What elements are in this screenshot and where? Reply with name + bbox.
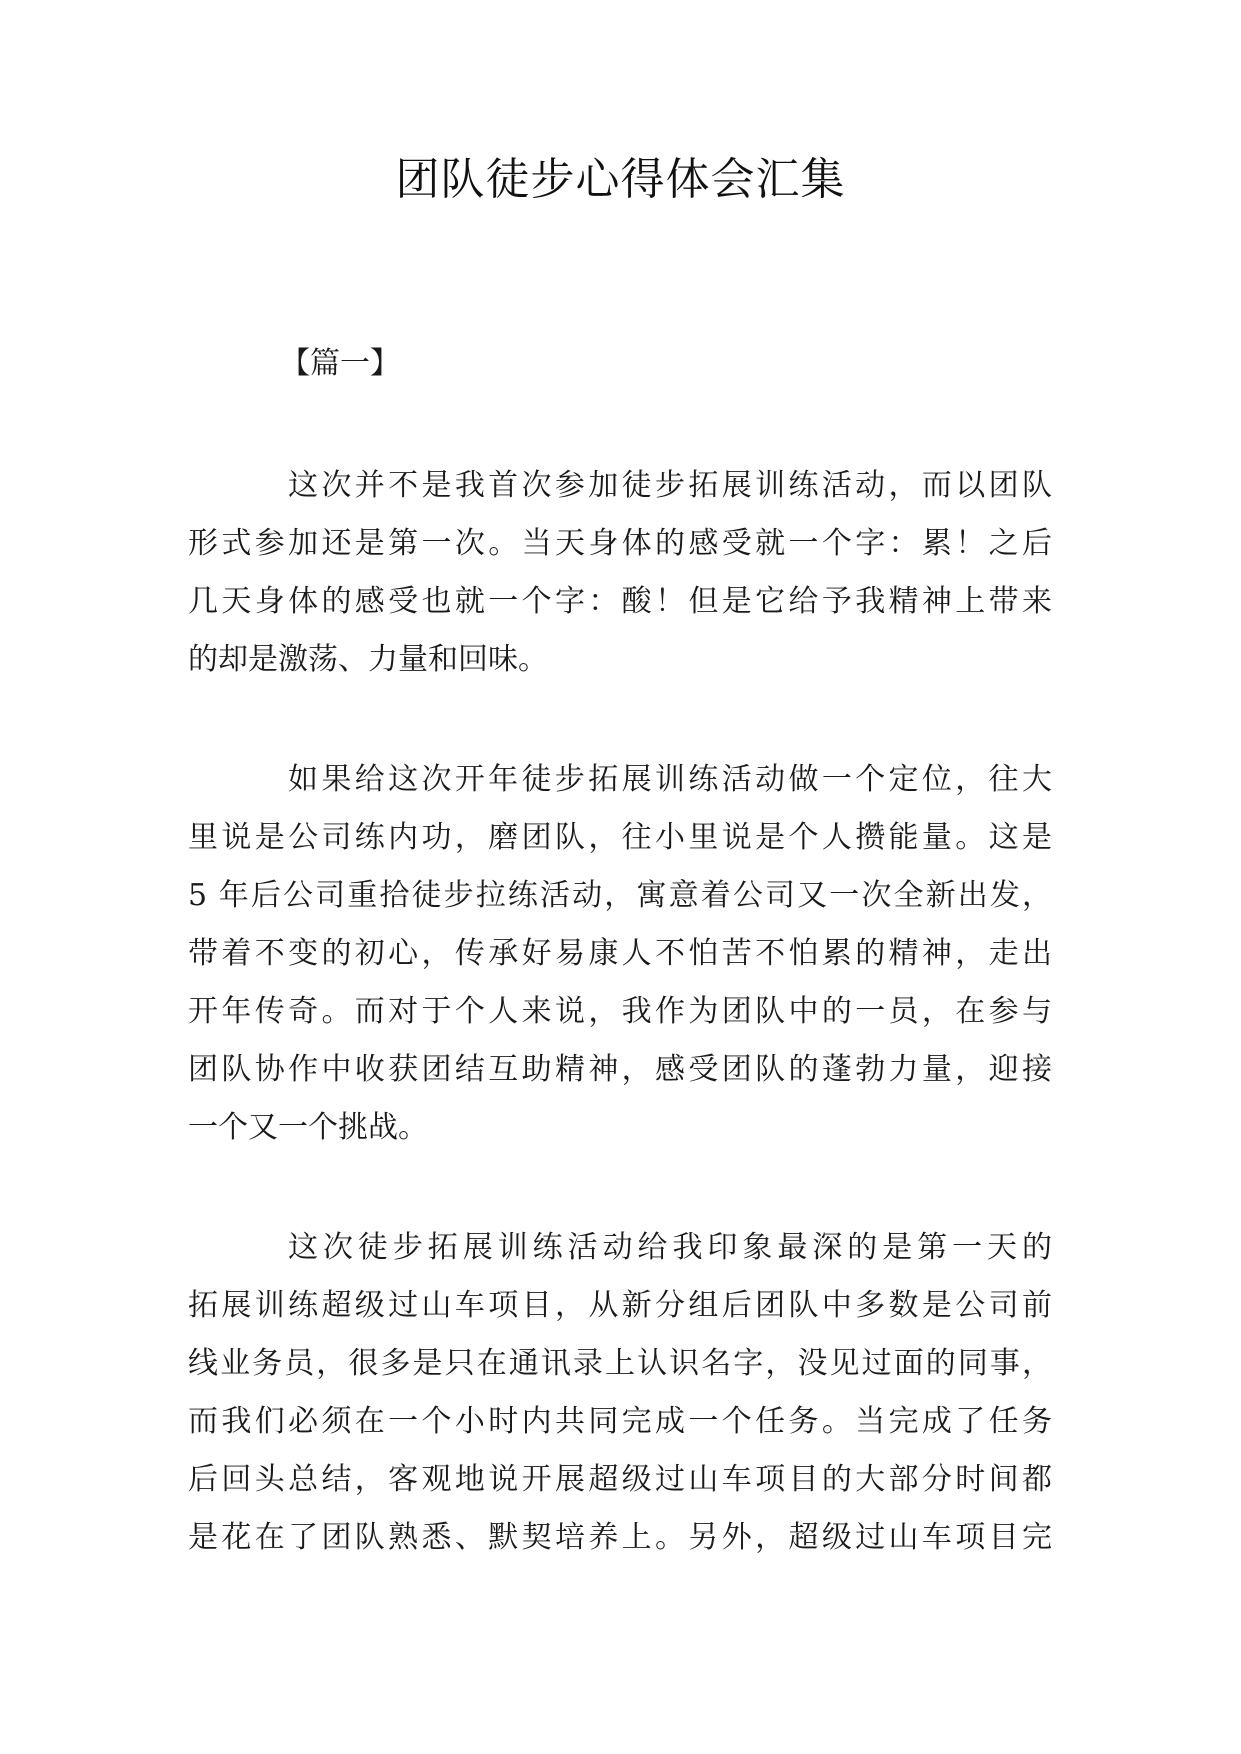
- paragraph-1: [188, 457, 1052, 689]
- paragraph-line: 线业务员，很多是只在通讯录上认识名字，没见过面的同事，: [188, 1346, 1052, 1381]
- paragraph-3: [188, 1219, 1052, 1567]
- paragraph-line: 几天身体的感受也就一个字：酸！但是它给予我精神上带来: [188, 584, 1052, 619]
- paragraph-line: 带着不变的初心，传承好易康人不怕苦不怕累的精神，走出: [188, 936, 1052, 971]
- paragraph-line: 一个又一个挑战。: [188, 1110, 428, 1145]
- paragraph-2: [188, 751, 1052, 1157]
- paragraph-line: 开年传奇。而对于个人来说，我作为团队中的一员，在参与: [188, 994, 1052, 1029]
- paragraph-line: 里说是公司练内功，磨团队，往小里说是个人攒能量。这是: [188, 820, 1052, 855]
- paragraph-line: 5 年后公司重拾徒步拉练活动，寓意着公司又一次全新出发，: [188, 878, 1052, 913]
- paragraph-line: 后回头总结，客观地说开展超级过山车项目的大部分时间都: [188, 1462, 1052, 1497]
- paragraph-line: 如果给这次开年徒步拓展训练活动做一个定位，往大: [288, 762, 1052, 797]
- section-heading: 【篇一】: [280, 346, 400, 381]
- paragraph-line: 形式参加还是第一次。当天身体的感受就一个字：累！之后: [188, 526, 1052, 561]
- paragraph-line: 而我们必须在一个小时内共同完成一个任务。当完成了任务: [188, 1404, 1052, 1439]
- paragraph-line: 这次并不是我首次参加徒步拓展训练活动，而以团队: [288, 468, 1052, 503]
- paragraph-line: 这次徒步拓展训练活动给我印象最深的是第一天的: [288, 1230, 1052, 1265]
- document-title: 团队徒步心得体会汇集: [395, 154, 846, 205]
- paragraph-line: 团队协作中收获团结互助精神，感受团队的蓬勃力量，迎接: [188, 1052, 1052, 1087]
- paragraph-line: 拓展训练超级过山车项目，从新分组后团队中多数是公司前: [188, 1288, 1052, 1323]
- paragraph-line: 是花在了团队熟悉、默契培养上。另外，超级过山车项目完: [188, 1520, 1052, 1555]
- paragraph-line: 的却是激荡、力量和回味。: [188, 642, 548, 677]
